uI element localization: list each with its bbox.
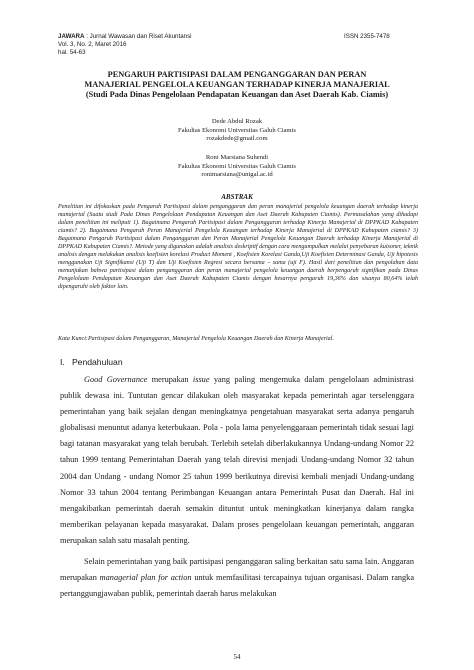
journal-subtitle: : Jurnal Wawasan dan Riset Akuntansi: [84, 33, 192, 40]
issn: ISSN 2355-7478: [344, 33, 390, 40]
page-range: hal. 54-63: [58, 49, 86, 56]
author-name: Dede Abdul Rozak: [211, 118, 263, 125]
emphasis: managerial plan for action: [99, 573, 192, 583]
volume-info: Vol. 3, No. 2, Maret 2016: [58, 41, 127, 48]
author-affiliation: Fakultas Ekonomi Universitas Galuh Ciamis: [178, 162, 296, 170]
emphasis: issue: [192, 375, 210, 384]
author-email[interactable]: ronimarsiana@unigal.ac.id: [201, 171, 273, 179]
section-number: I.: [60, 357, 65, 367]
author-block-2: [40, 154, 434, 180]
paragraph: Good Governance merupakan issue yang paling mengemuka dalam pengelolaan administrasi publik dewasa ini. Tuntutan gencar dilakukan oleh masyarakat kepada pemerintah agar terselenggara pemerintahan yang baik sejalan dengan meningkatnya pengetahuan masyarakat serta adanya pengaruh globalisasi menuntut adanya keterbukaan. Pola - pola lama penyelenggaraan pemerintah tidak sesuai lagi bagi tatanan masyarakat yang telah berubah. Terlebih setelah diberlakukannya Undang-undang Nomor 22 tahun 1999 tentang Pemerintahan Daerah yang telah direvisi menjadi Undang-undang Nomor 32 tahun 2004 dan Undang - undang Nomor 25 tahun 1999 berikutnya direvisi kembali menjadi Undang-undang Nomor 33 tahun 2004 tentang Perimbangan Keuangan antara Pemerintah Pusat dan Daerah. Hal ini mengakibatkan pemerintah daerah semakin dituntut untuk meningkatkan kinerjanya dalam rangka memberikan pelayanan kepada masyarakat. Dalam proses pengelolaan keuangan pemerintah, anggaran merupakan salah satu masalah penting.: [60, 375, 414, 545]
paragraph: Selain pemerintahan yang baik partisipasi penganggaran saling berkaitan satu sama lain. Anggaran merupakan managerial plan for action untuk memfasilitasi tercapainya tujuan organisasi. Dalam rangka pertanggungjawaban publik, pemerintah daerah harus melakukan: [60, 557, 415, 599]
section-heading: [60, 357, 123, 367]
title-line-1: PENGARUH PARTISIPASI DALAM PENGANGGARAN DAN PERAN: [107, 70, 367, 79]
abstract-text: Penelitian ini difokuskan pada Pengaruh Partisipasi dalam penganggaran dan peran manajerial pengelola keuangan daerah terhadap kinerja manajerial (Suatu studi Pada Dinas Pengelolaan Pendapatan Keuangan dan Aset Daerah Kabupaten Ciamis). Permasalahan yang dihadapi dalam penelitian ini meliputi 1). Bagaimana Pengaruh Partisipasi dalam Penganggaran terhadap Kinerja Manajerial di DPPKAD Kabupaten ciamis? 2). Bagaimana Pengaruh Peran Manajerial Pengelola Keuangan terhadap Kinerja Manajerial di DPPKAD Kabupaten ciamis? 3) Bagaimana Pengaruh Partisipasi dalam Penganggaran dan Peran Manajerial Pengelola Keuangan Daerah terhadap Kinerja Manajerial di DPPKAD Kabupaten Ciamis?. Metode yang digunakan adalah analisis deskriptif dengan cara mengumpulkan melalui penyebaran kuisoner, teknik analisis dengan melakukan analisis koefisien korelasi Product Moment , Koefisien Korelasi Ganda,Uji Koefisien Determinasi Ganda, Uji hipotesis menggunakan Uji Signifikansi (Uji T) dan Uji Koefisien Regresi secara bersama – sama (uji F). Hasil dari penelitian dan pengolahan data menunjukan bahwa partisipasi dalam penganggaran dan peran manajerial pengelola keuangan daerah berpengaruh signifikan pada Dinas Pengelolaan Pendapatan Keuangan dan Aset Daerah Kabupaten Ciamis dengan besarnya pengaruh 19,36% dan sisanya 80,64% telah dipengaruhi oleh faktor lain.: [58, 204, 418, 291]
abstract-heading: ABSTRAK: [221, 193, 253, 201]
section-title: Pendahuluan: [71, 357, 123, 367]
author-block-1: [40, 118, 434, 144]
journal-name: JAWARA: [58, 33, 85, 40]
keywords: Kata Kunci:Partisipasi dalam Penganggaran, Manajerial Pengelola Keuangan Daerah dan Kinerja Manajerial.: [58, 336, 334, 342]
page-number: 54: [233, 653, 241, 661]
title-line-2: MANAJERIAL PENGELOLA KEUANGAN TERHADAP KINERJA MANAJERIAL: [84, 80, 390, 89]
paper-title: [40, 70, 434, 100]
author-name: Roni Marsiana Suhendi: [205, 154, 269, 161]
author-affiliation: Fakultas Ekonomi Universitas Galuh Ciamis: [178, 126, 296, 134]
title-line-3: (Studi Pada Dinas Pengelolaan Pendapatan Keuangan dan Aset Daerah Kab. Ciamis): [85, 90, 389, 99]
author-email[interactable]: rozakdede@gmail.com: [206, 135, 268, 143]
body-text: [60, 372, 414, 602]
journal-header: [58, 33, 192, 41]
emphasis: Good Governance: [84, 375, 148, 384]
